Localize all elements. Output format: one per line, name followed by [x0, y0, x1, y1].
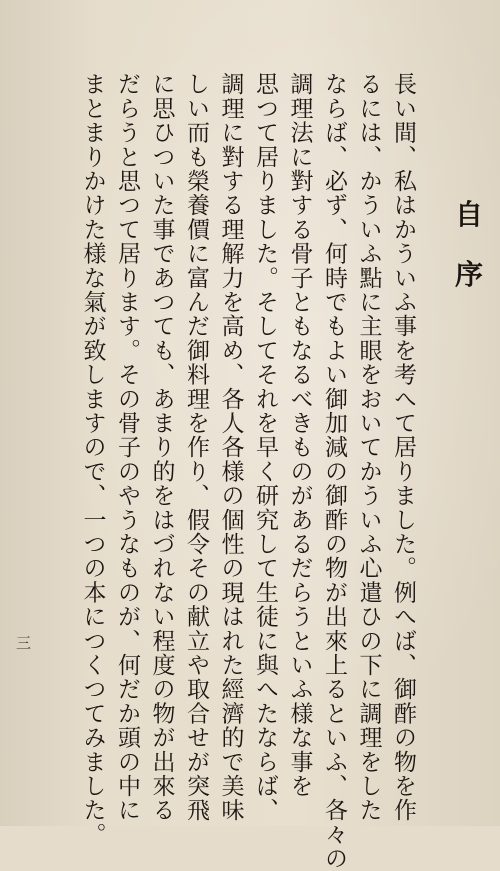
preface-line: まとまりかけた様な氣が致しますので、一つの本につくつてみました。: [79, 72, 106, 847]
preface-line: 調理に對する理解力を高め、各人各様の個性の現はれた經濟的で美味: [217, 72, 244, 823]
preface-line: だらうと思つて居ります。その骨子のやうなものが、何だか頭の中に: [114, 72, 140, 823]
preface-line: るには、かういふ點に主眼をおいてかういふ心遣ひの下に調理をした: [355, 72, 382, 823]
preface-line: に思ひついた事であつても、あまり的をはづれない程度の物が出來る: [148, 72, 175, 823]
heading-char-jo: 序: [454, 258, 483, 291]
heading-char-ji: 自: [454, 198, 483, 231]
page-number: 三: [16, 634, 32, 652]
preface-line: ならば、必ず、何時でもよい御加減の御酢の物が出來上るといふ、各々の: [321, 72, 347, 871]
preface-body: [75, 72, 420, 871]
preface-line: 調理法に對する骨子ともなるべきものがあるだらうといふ様な事を: [286, 72, 313, 798]
preface-line: 長い間、私はかういふ事を考へて居りました。例へば、御酢の物を作: [390, 72, 416, 823]
preface-line: しい而も榮養價に富んだ御料理を作り、假令その献立や取合せが突飛: [183, 72, 209, 823]
preface-line: 思つて居りました。そしてそれを早く研究して生徒に與へたならば、: [252, 72, 278, 823]
